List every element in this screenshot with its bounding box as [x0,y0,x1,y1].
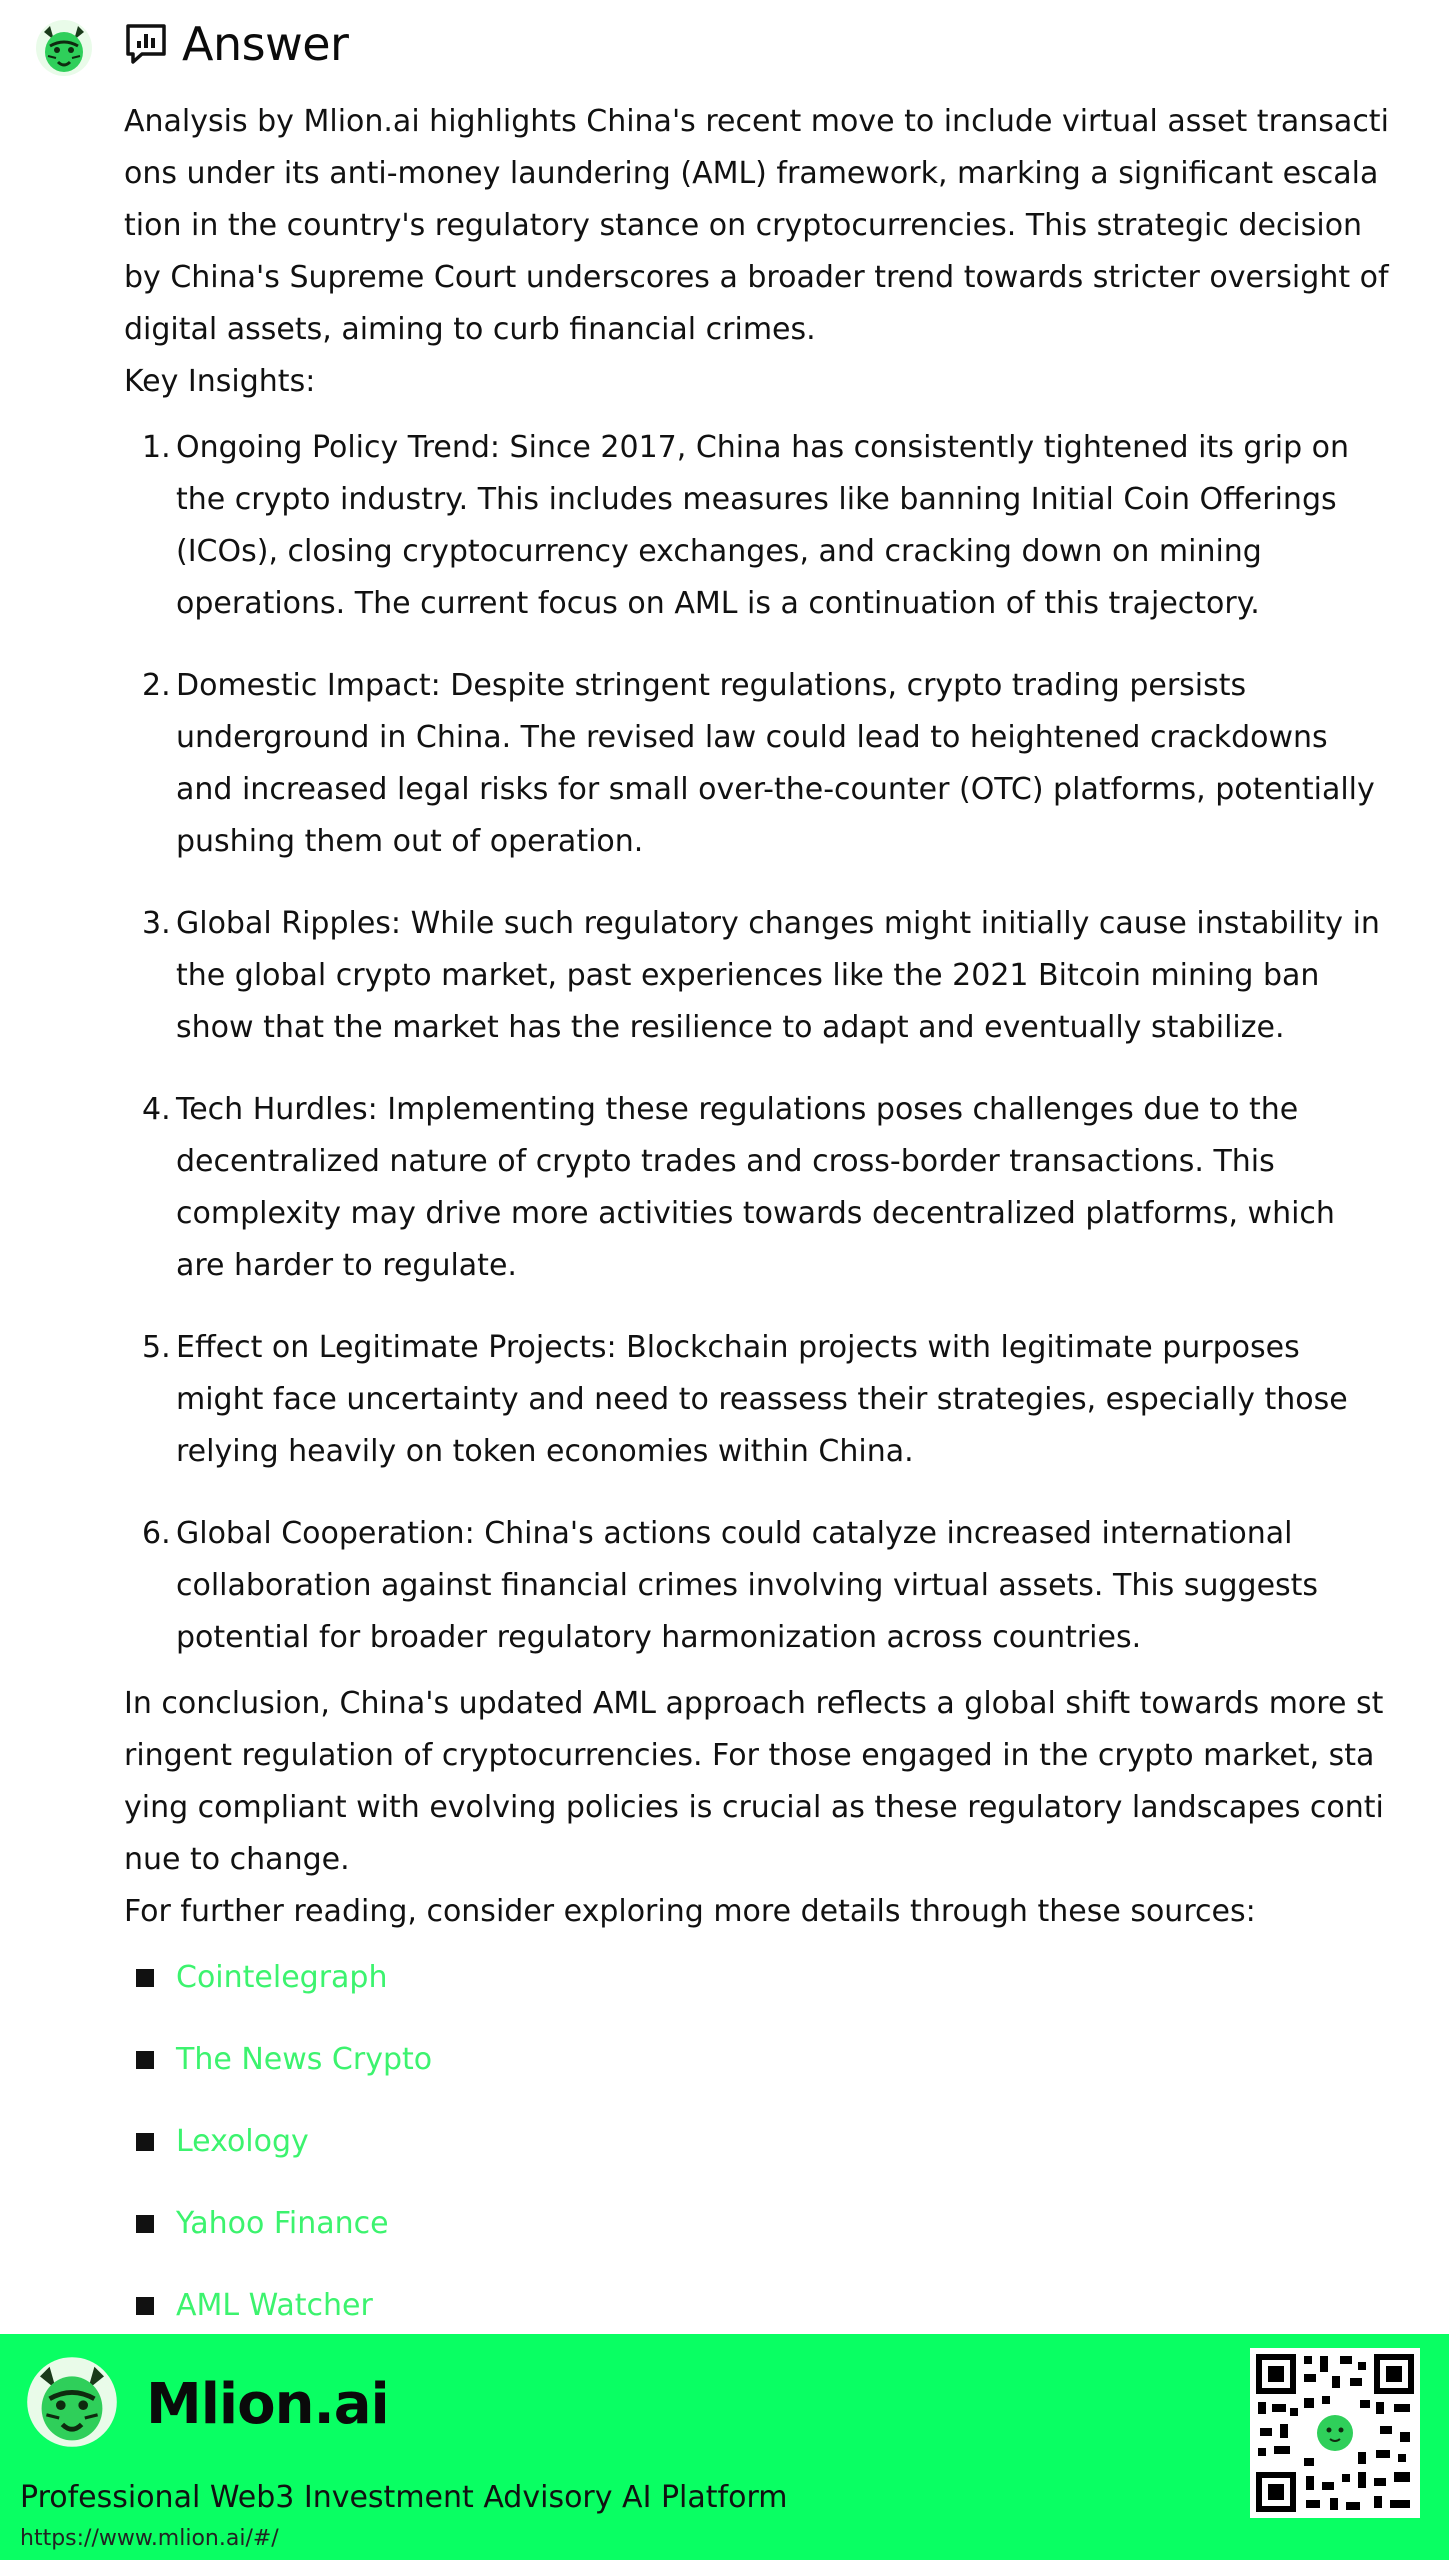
list-item [176,1508,1389,1664]
list-item [176,2116,1389,2168]
conclusion-paragraph: In conclusion, China's updated AML approach reflects a global shift towards more stringent regulation of cryptocurrencies. For those engaged in the crypto market, staying compliant with evolving policies is crucial as these regulatory landscapes continue to change. [124,1686,1384,1877]
insight-title: Effect on Legitimate Projects: [176,1330,617,1365]
chat-chart-icon [124,22,168,66]
footer-brand-name: Mlion.ai [146,2372,389,2437]
sources-list [124,1952,1389,2332]
list-item [176,1084,1389,1292]
list-item [176,898,1389,1054]
footer-banner [0,2334,1449,2560]
insight-text: Blockchain projects with legitimate purposes might face uncertainty and need to reassess their strategies, especially those relying heavily on token economies within China. [176,1330,1348,1469]
source-link-lexology[interactable]: Lexology [176,2124,309,2159]
list-item [176,2280,1389,2332]
answer-header [124,14,348,74]
source-link-yahoo-finance[interactable]: Yahoo Finance [176,2206,389,2241]
insight-text: Despite stringent regulations, crypto trading persists underground in China. The revised law could lead to heightened crackdowns and increased legal risks for small over-the-counter (OTC) platforms, potentially pushing them out of operation. [176,668,1375,859]
key-insights-heading: Key Insights: [124,364,316,399]
square-bullet-icon [136,2051,154,2069]
square-bullet-icon [136,2133,154,2151]
list-item [176,2198,1389,2250]
list-item [176,1952,1389,2004]
insight-title: Domestic Impact: [176,668,441,703]
further-reading-text: For further reading, consider exploring more details through these sources: [124,1894,1256,1929]
source-link-aml-watcher[interactable]: AML Watcher [176,2288,373,2323]
square-bullet-icon [136,2297,154,2315]
intro-paragraph: Analysis by Mlion.ai highlights China's recent move to include virtual asset transactions under its anti-money laundering (AML) framework, marking a significant escalation in the country's regulatory stance on cryptocurrencies. This strategic decision by China's Supreme Court underscores a broader trend towards stricter oversight of digital assets, aiming to curb financial crimes. [124,104,1389,347]
insight-text: While such regulatory changes might initially cause instability in the global crypto market, past experiences like the 2021 Bitcoin mining ban show that the market has the resilience to adapt and eventually stabilize. [176,906,1380,1045]
answer-content [124,96,1389,2362]
list-item [176,422,1389,630]
square-bullet-icon [136,2215,154,2233]
source-link-the-news-crypto[interactable]: The News Crypto [176,2042,433,2077]
insight-title: Global Cooperation: [176,1516,475,1551]
insight-text: China's actions could catalyze increased international collaboration against financial crimes involving virtual assets. This suggests potential for broader regulatory harmonization across countries. [176,1516,1319,1655]
tiger-logo-icon [24,2354,120,2450]
source-link-cointelegraph[interactable]: Cointelegraph [176,1960,388,1995]
page-title: Answer [182,17,349,71]
square-bullet-icon [136,1969,154,1987]
insight-title: Global Ripples: [176,906,402,941]
insight-text: Implementing these regulations poses challenges due to the decentralized nature of crypto trades and cross-border transactions. This complexity may drive more activities towards decentralized platforms, which are harder to regulate. [176,1092,1335,1283]
insights-list [124,422,1389,1664]
insight-text: Since 2017, China has consistently tightened its grip on the crypto industry. This includes measures like banning Initial Coin Offerings (ICOs), closing cryptocurrency exchanges, and cracking down on mining operations. The current focus on AML is a continuation of this trajectory. [176,430,1350,621]
qr-code-icon [1250,2348,1420,2518]
footer-tagline: Professional Web3 Investment Advisory AI Platform [20,2480,788,2515]
footer-url[interactable]: https://www.mlion.ai/#/ [20,2526,279,2551]
insight-title: Ongoing Policy Trend: [176,430,500,465]
list-item [176,2034,1389,2086]
list-item [176,1322,1389,1478]
list-item [176,660,1389,868]
tiger-logo-icon [34,18,94,78]
insight-title: Tech Hurdles: [176,1092,378,1127]
